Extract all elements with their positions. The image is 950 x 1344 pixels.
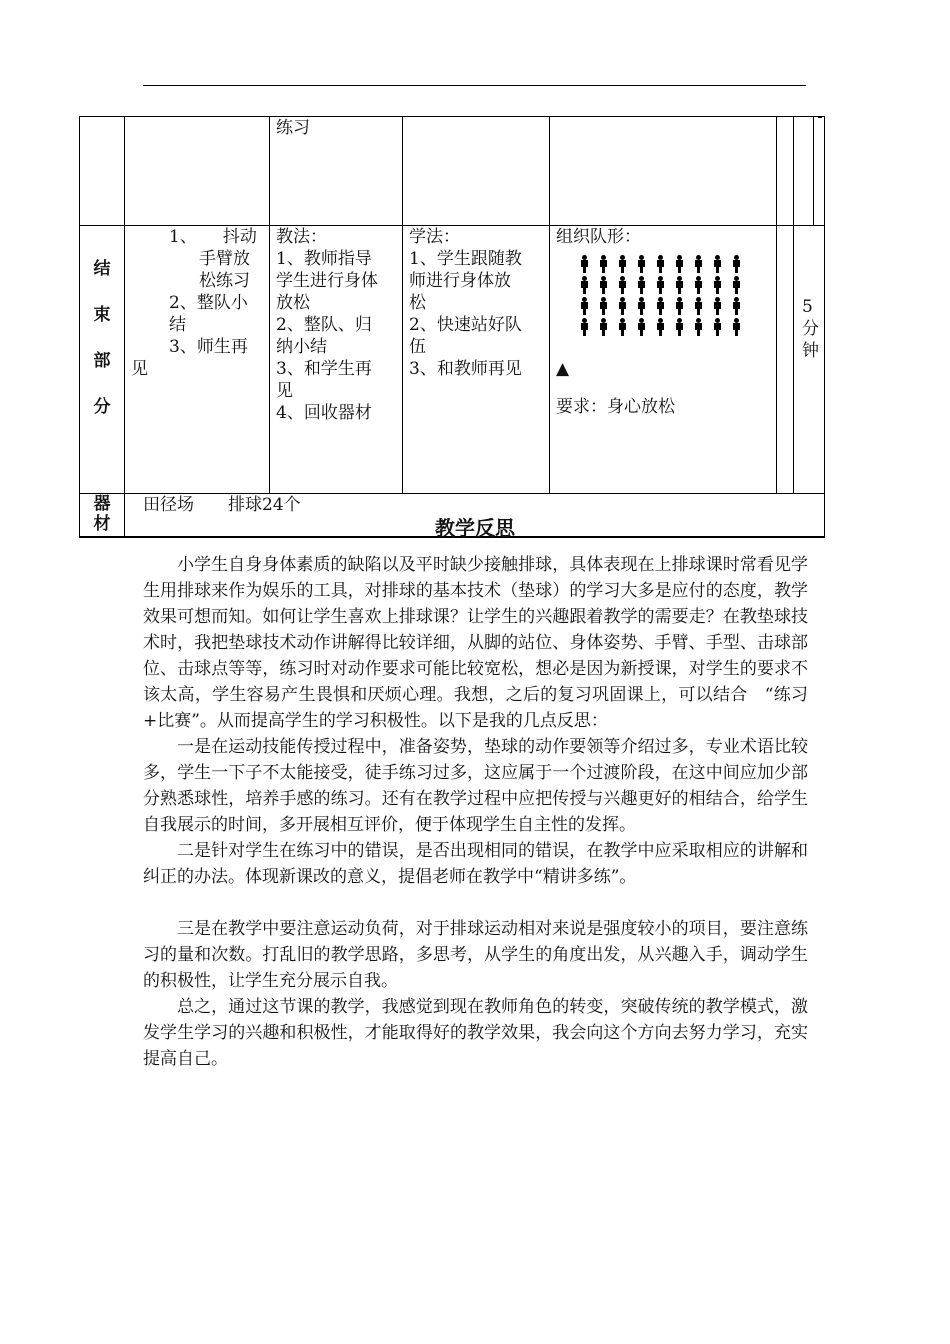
section-char: 束 <box>93 305 111 325</box>
student-formation <box>578 254 770 338</box>
student-icon <box>692 254 705 274</box>
student-icon <box>673 296 686 316</box>
content-line: 3、师生再 <box>169 337 248 357</box>
time-char: 分 <box>802 319 819 339</box>
content-line-num: 1、 <box>169 227 197 247</box>
student-icon <box>578 317 591 337</box>
equipment-label-char: 材 <box>93 514 111 534</box>
student-icon <box>730 275 743 295</box>
content-line: 结 <box>169 315 186 335</box>
student-icon <box>635 254 648 274</box>
method-cell <box>270 117 403 226</box>
student-icon <box>616 317 629 337</box>
formation-row <box>578 317 770 338</box>
student-icon <box>616 254 629 274</box>
student-icon <box>654 317 667 337</box>
teaching-line: 见 <box>276 381 293 401</box>
teaching-line: 4、回收器材 <box>276 403 372 423</box>
learning-line: 师进行身体放 <box>409 271 511 291</box>
teaching-line: 学生进行身体 <box>276 271 378 291</box>
table-row-practice <box>80 117 825 226</box>
section-cell <box>80 117 125 226</box>
section-label-ending <box>80 226 125 494</box>
time-cell <box>794 117 814 226</box>
reflection-paragraph: 三是在教学中要注意运动负荷，对于排球运动相对来说是强度较小的项目，要注意练习的量和次数。打乱旧的教学思路，多思考，从学生的角度出发，从兴趣入手，调动学生的积极性，让学生充分展示自我。 <box>143 919 808 991</box>
student-icon <box>730 254 743 274</box>
student-icon <box>616 275 629 295</box>
student-icon <box>673 317 686 337</box>
reflection-title: 教学反思 <box>435 516 515 540</box>
org-title: 组织队形： <box>556 227 641 247</box>
learning-line: 松 <box>409 293 426 313</box>
student-icon <box>635 317 648 337</box>
equipment-text: 田径场 排球24个 <box>143 495 301 515</box>
learning-line: 2、快速站好队 <box>409 315 522 335</box>
reflection-paragraph: 一是在运动技能传授过程中，准备姿势，垫球的动作要领等介绍过多，专业术语比较多，学生一下子不太能接受，徒手练习过多，这应属于一个过渡阶段，在这中间应加少部分熟悉球性，培养手感的练习。还有在教学过程中应把传授与兴趣更好的相结合，给学生自我展示的时间，多开展相互评价，便于体现学生自主性的发挥。 <box>143 737 808 835</box>
content-line: 手臂放 <box>199 249 250 269</box>
header-rule <box>143 85 806 86</box>
student-icon <box>654 275 667 295</box>
teaching-line: 放松 <box>276 293 310 313</box>
student-icon <box>578 275 591 295</box>
equipment-label-char: 器 <box>93 494 111 514</box>
requirement-text: 要求：身心放松 <box>556 397 675 417</box>
method-text: 练习 <box>276 118 310 138</box>
organization-formation <box>550 226 777 494</box>
content-line <box>131 226 263 248</box>
content-cell <box>125 117 270 226</box>
formation-row <box>578 275 770 296</box>
organization-cell <box>550 117 777 226</box>
learning-line: 伍 <box>409 337 426 357</box>
student-icon <box>597 275 610 295</box>
student-icon <box>711 317 724 337</box>
student-icon <box>711 296 724 316</box>
teaching-method <box>270 226 403 494</box>
student-icon <box>597 317 610 337</box>
student-icon <box>635 296 648 316</box>
student-icon <box>711 275 724 295</box>
reflection-body <box>143 552 808 1072</box>
formation-row <box>578 254 770 275</box>
learning-line: 1、学生跟随教 <box>409 249 522 269</box>
time-duration <box>794 226 825 494</box>
student-icon <box>692 317 705 337</box>
student-icon <box>654 254 667 274</box>
section-char: 分 <box>93 397 111 417</box>
section-char: 结 <box>93 259 111 279</box>
student-icon <box>673 254 686 274</box>
learning-title: 学法： <box>409 227 460 247</box>
reflection-paragraph: 小学生自身身体素质的缺陷以及平时缺少接触排球，具体表现在上排球课时常看见学生用排球来作为娱乐的工具，对排球的基本技术（垫球）的学习大多是应付的态度，教学效果可想而知。如何让学生喜欢上排球课？让学生的兴趣跟着教学的需要走？在教垫球技术时，我把垫球技术动作讲解得比较详细，从脚的站位、身体姿势、手臂、手型、击球部位、击球点等等，练习时对动作要求可能比较宽松，想必是因为新授课，对学生的要求不该太高，学生容易产生畏惧和厌烦心理。我想，之后的复习巩固课上，可以结合 “练习+比赛”。从而提高学生的学习积极性。以下是我的几点反思： <box>143 555 808 731</box>
teacher-marker-icon: ▲ <box>556 359 570 379</box>
student-icon <box>730 317 743 337</box>
time-char: 钟 <box>802 341 819 361</box>
narrow-cell <box>814 117 825 226</box>
student-icon <box>597 254 610 274</box>
formation-row <box>578 296 770 317</box>
student-icon <box>635 275 648 295</box>
student-icon <box>597 296 610 316</box>
student-icon <box>654 296 667 316</box>
extra-cell <box>777 117 794 226</box>
student-icon <box>730 296 743 316</box>
learning-line: 3、和教师再见 <box>409 359 522 379</box>
learning-method <box>403 226 550 494</box>
teaching-line: 2、整队、归 <box>276 315 372 335</box>
teaching-line: 3、和学生再 <box>276 359 372 379</box>
content-line: 见 <box>131 359 148 379</box>
student-icon <box>692 275 705 295</box>
table-row-ending <box>80 226 825 494</box>
extra-cell <box>777 226 794 494</box>
student-icon <box>673 275 686 295</box>
time-char: 5 <box>802 297 813 317</box>
student-icon <box>578 254 591 274</box>
student-icon <box>616 296 629 316</box>
ending-content <box>125 226 270 494</box>
reflection-paragraph: 总之，通过这节课的教学，我感觉到现在教师角色的转变，突破传统的教学模式，激发学生学习的兴趣和积极性，才能取得好的教学效果，我会向这个方向去努力学习，充实提高自己。 <box>143 997 808 1069</box>
content-line-text: 抖动 <box>222 227 257 247</box>
teaching-line: 纳小结 <box>276 337 327 357</box>
reflection-paragraph: 二是针对学生在练习中的错误，是否出现相同的错误，在教学中应采取相应的讲解和纠正的办法。体现新课改的意义，提倡老师在教学中“精讲多练”。 <box>143 841 808 887</box>
content-line: 松练习 <box>199 271 250 291</box>
section-char: 部 <box>93 351 111 371</box>
teaching-line: 1、教师指导 <box>276 249 372 269</box>
learning-cell <box>403 117 550 226</box>
lesson-plan-table <box>79 116 825 538</box>
student-icon <box>692 296 705 316</box>
student-icon <box>711 254 724 274</box>
teaching-title: 教法： <box>276 227 327 247</box>
student-icon <box>578 296 591 316</box>
content-line: 2、整队小 <box>169 293 248 313</box>
